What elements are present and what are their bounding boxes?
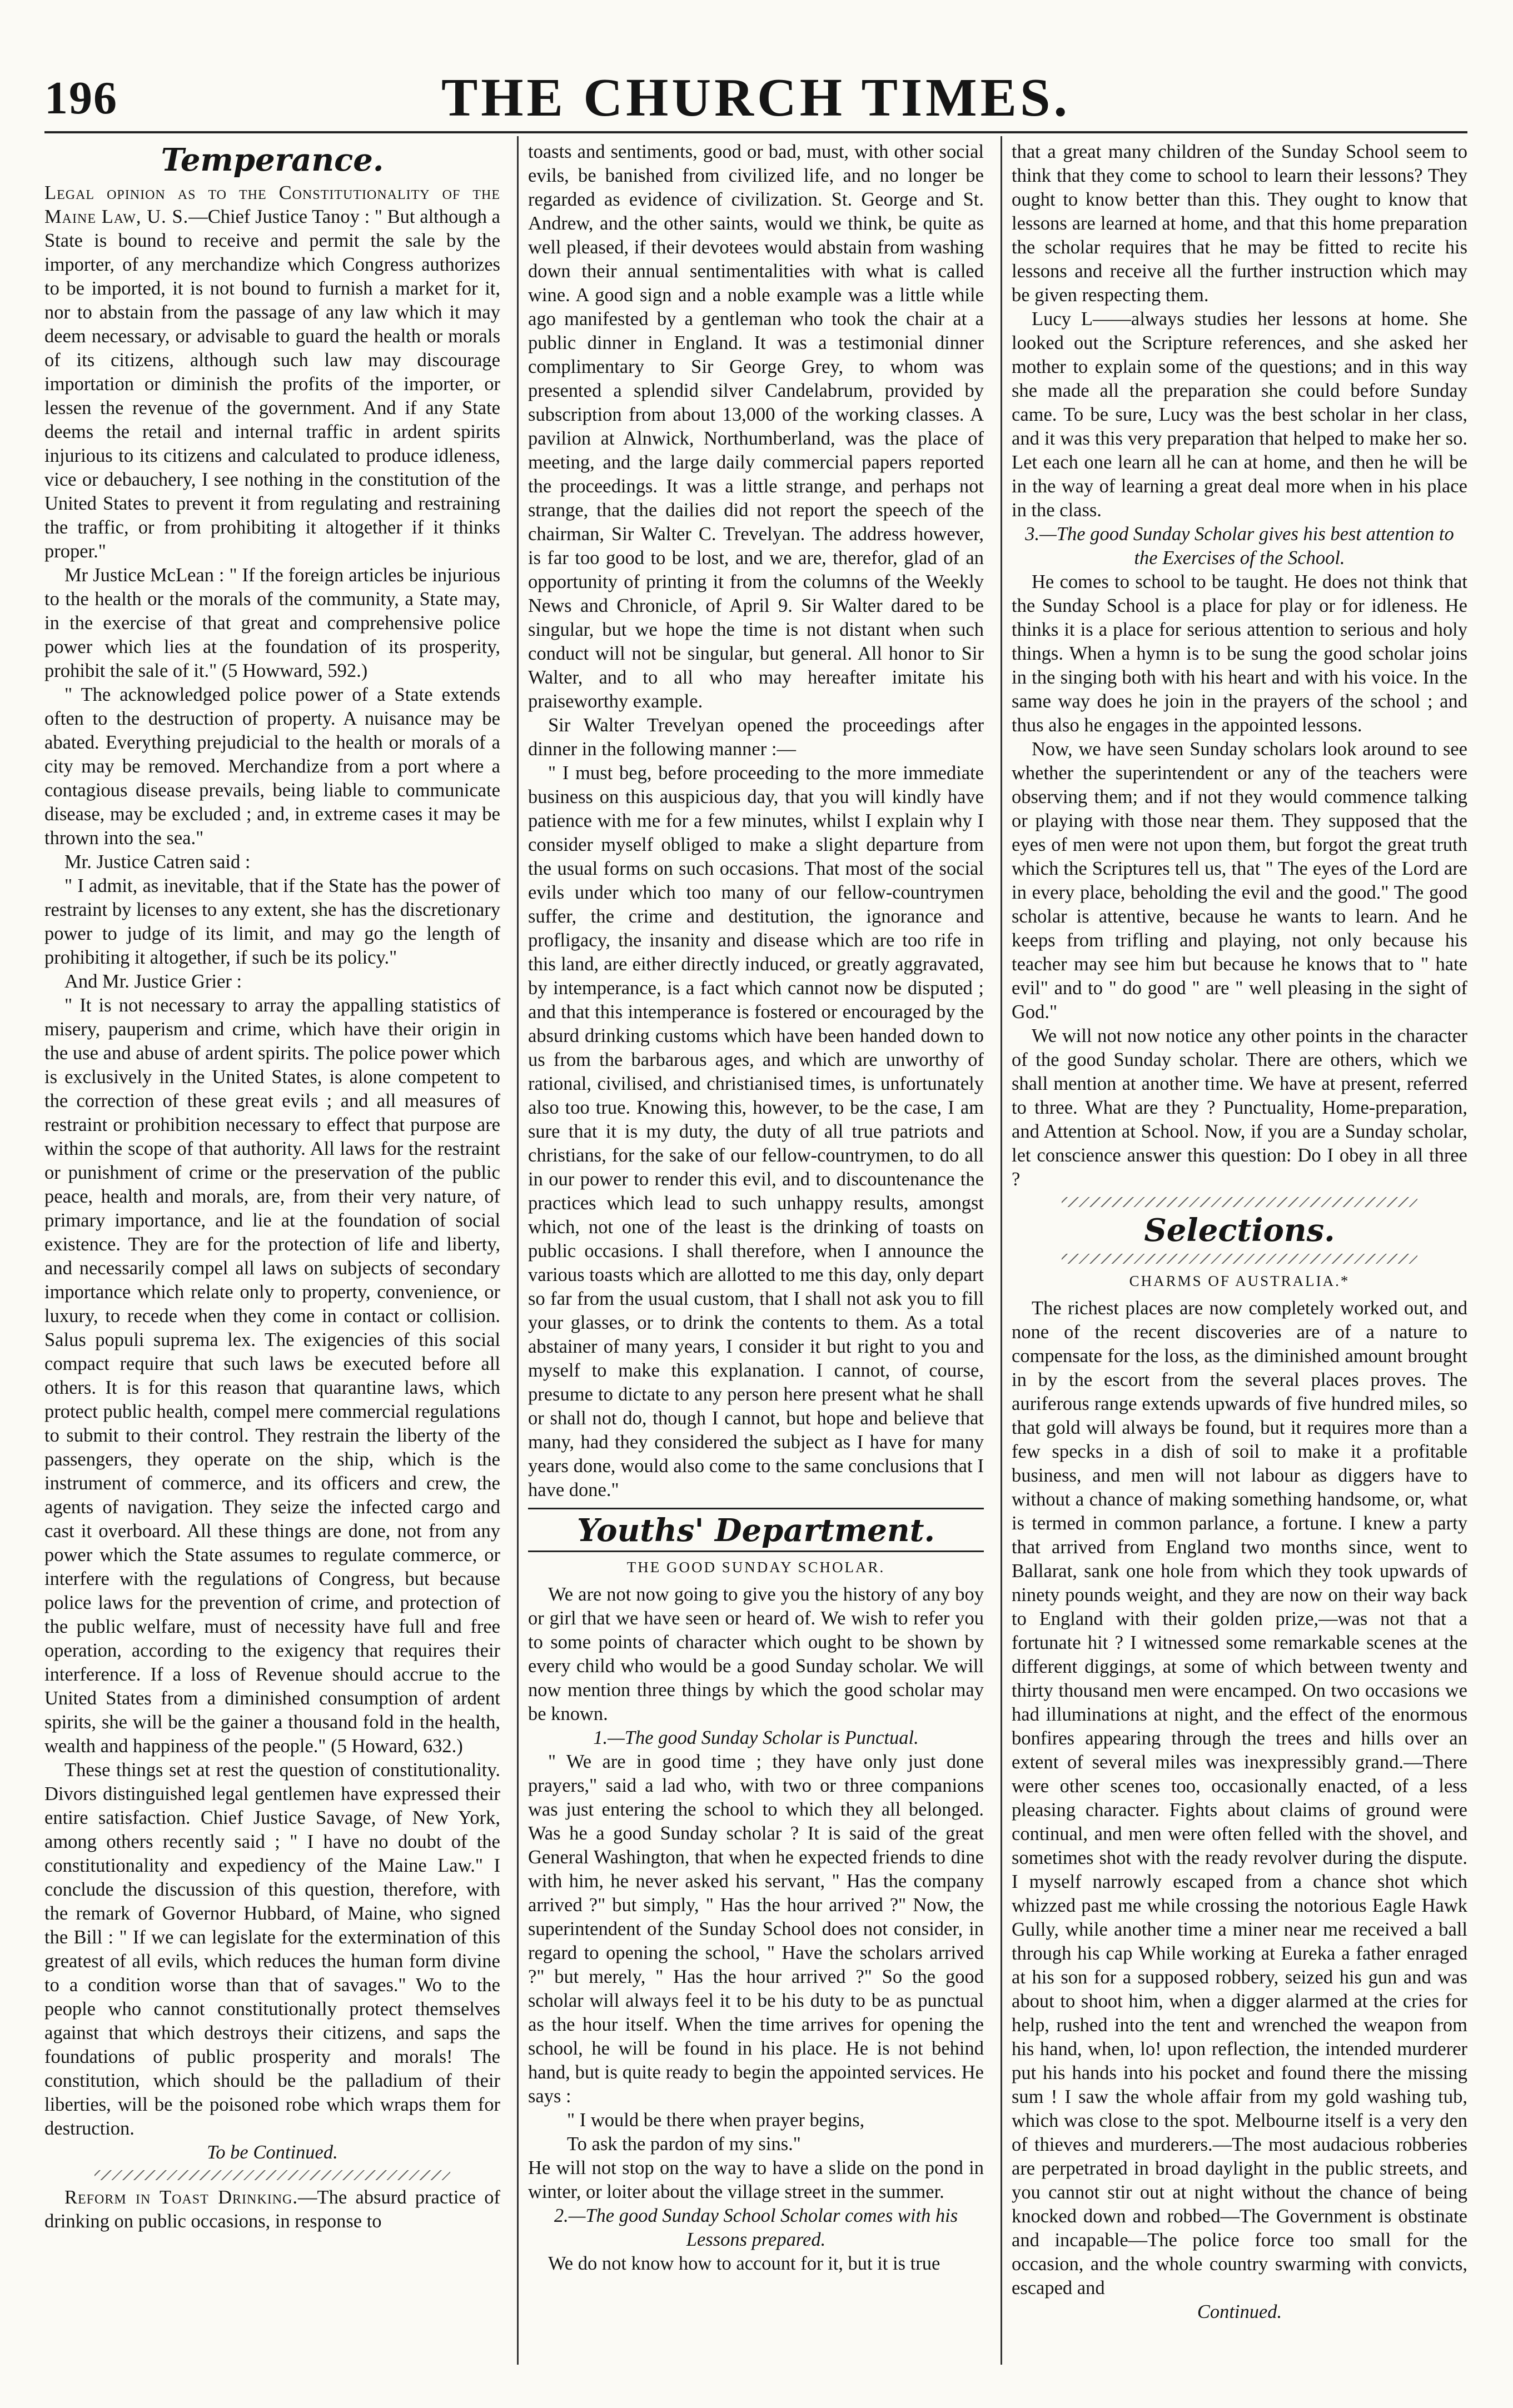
section-title-selections: Selections. — [1144, 1212, 1335, 1249]
subheading: 1.—The good Sunday Scholar is Punctual. — [593, 1727, 919, 1748]
column-2 — [528, 140, 984, 2363]
article-paragraph: We do not know how to account for it, but it is true — [548, 2253, 940, 2274]
article-paragraph: We are not now going to give you the history of any boy or girl that we have seen or heard of. We wish to refer you to some points of character which ought to be shown by every child who would be a good Sunday scholar. We will now mention three things by which the good scholar may be known. — [528, 1584, 984, 1724]
article-paragraph: " I must beg, before proceeding to the more immediate business on this auspicious day, that you will kindly have patience with me for a few minutes, whilst I explain why I consider myself obliged to make a slight departure from the usual forms on such occasions. That most of the social evils under which too many of our fellow-countrymen suffer, the crime and destitution, the ignorance and profligacy, the insanity and disease which are too rife in this land, are either directly induced, or greatly aggravated, by intemperance, is a fact which cannot now be disputed ; and that this intemperance is fostered or encouraged by the absurd drinking customs which have been handed down to us from the barbarous ages, and which are unworthy of rational, civilised, and christianised times, is unfortunately also too true. Knowing this, however, to be the case, I am sure that it is my duty, the duty of all true patriots and christians, for the sake of our fellow-countrymen, to do all in our power to render this evil, and to discountenance the practices which lead to such unhappy results, amongst which, not one of the least is the drinking of toasts on public occasions. I shall therefore, when I announce the various toasts which are allotted to me this day, only depart so far from the usual custom, that I shall not ask you to fill your glasses, or to drink the contents to them. As a total abstainer of many years, I consider it but right to you and myself to make this explanation. I cannot, of course, presume to dictate to any person here present what he shall or shall not do, though I cannot, but hope and believe that many, had they considered the subject as I have for many years done, would also come to the same conclusions that I have done." — [528, 762, 984, 1500]
article-paragraph: " The acknowledged police power of a State extends often to the destruction of property. A nuisance may be abated. Everything prejudicial to the health or morals of a city may be removed. Merchandize from a port where a contagious disease prevails, being liable to communicate disease, may be excluded ; and, in extreme cases it may be thrown into the sea." — [44, 684, 500, 849]
article-title: THE GOOD SUNDAY SCHOLAR. — [626, 1559, 885, 1576]
newspaper-title: THE CHURCH TIMES. — [441, 68, 1071, 128]
article-paragraph: The richest places are now completely worked out, and none of the recent discoveries are of a nature to compensate for the loss, as the diminished amount brought in by the escort from the several places proves. The auriferous range extends upwards of five hundred miles, so that gold will always be found, but it requires more than a few specks in a dish of soil to make it a profitable business, and men will not labour as diggers have to without a chance of making something handsome, or, what is termed in common parlance, a fortune. I knew a party that arrived from England two months since, went to Ballarat, sank one hole from which they took upwards of ninety pounds weight, and they are now on their way back to England with their golden prize,—was not that a fortunate hit ? I witnessed some remarkable scenes at the different diggings, at some of which between twenty and thirty thousand men were encamped. On two occasions we had illuminations at night, and the effect of the enormous bonfires appearing through the trees and hills over an extent of several miles was inexpressibly grand.—There were other scenes too, occasionally enacted, of a less pleasing character. Fights about claims of ground were continual, and men were often felled with the shovel, and sometimes shot with the ready revolver during the dispute. I myself narrowly escaped from a chance shot which whizzed past me while crossing the notorious Eagle Hawk Gully, while another time a miner near me received a ball through his cap While working at Eureka a father enraged at his son for a supposed robbery, seized his gun and was about to shoot him, when a digger alarmed at the cries for help, rushed into the tent and wrenched the weapon from his hand, when, lo! upon reflection, the intended murderer put his hands into his pocket and found there the missing sum ! I saw the whole affair from my gold washing tub, which was close to the spot. Melbourne itself is a very den of thieves and murderers.—The most audacious robberies are perpetrated in broad daylight in the public streets, and you cannot stir out at night without the chance of being knocked down and robbed—The Government is obstinate and incapable—The police force too small for the occasion, and the whole country swarming with convicts, escaped and — [1012, 1298, 1467, 2299]
column-divider-1 — [517, 136, 519, 2365]
page-number: 196 — [44, 72, 118, 124]
continued-note: To be Continued. — [207, 2142, 338, 2163]
article-paragraph: Reform in Toast Drinking.—The absurd practice of drinking on public occasions, in response to — [44, 2187, 500, 2232]
article-paragraph: " I admit, as inevitable, that if the State has the power of restraint by licenses to any extent, she has the discretionary power to judge of its limit, and may go the length of prohibiting it altogether, if such be its policy." — [44, 875, 500, 968]
article-paragraph: He will not stop on the way to have a slide on the pond in winter, or loiter about the village street in the summer. — [528, 2157, 984, 2202]
wavy-divider — [1062, 1254, 1417, 1264]
article-paragraph: Legal opinion as to the Constitutionality of the Maine Law, U. S.—Chief Justice Tanoy : " But although a State is bound to receive and permit the sale by the importer, of any merchandize which Congress authorizes to be imported, it is not bound to furnish a market for it, nor to abstain from the passage of any law which it may deem necessary, or advisable to guard the health or morals of its citizens, although such law may discourage importation or diminish the profits of the importer, or lessen the revenue of the government. And if any State deems the retail and internal traffic in ardent spirits injurious to its citizens and calculated to produce idleness, vice or debauchery, I see nothing in the constitution of the United States to prevent it from regulating and restraining the traffic, or from prohibiting it altogether if it thinks proper." — [44, 182, 500, 562]
article-lead: Reform in Toast Drinking. — [64, 2187, 298, 2208]
verse-line: To ask the pardon of my sins." — [567, 2133, 801, 2155]
section-title-youths-department: Youths' Department. — [528, 1508, 984, 1552]
article-paragraph: " We are in good time ; they have only just done prayers," said a lad who, with two or three companions was just entering the school to which they all belonged. Was he a good Sunday scholar ? It is said of the great General Washington, that when he expected friends to dine with him, he never asked his servant, " Has the company arrived ?" but simply, " Has the hour arrived ?" Now, the superintendent of the Sunday School does not consider, in regard to opening the school, " Have the scholars arrived ?" but merely, " Has the hour arrived ?" So the good scholar will always feel it to be his duty to be as punctual as the hour itself. When the time arrives for opening the school, he will be found in his place. He is not behind hand, but is quite ready to begin the appointed services. He says : — [528, 1751, 984, 2107]
subheading: 2.—The good Sunday School Scholar comes with his Lessons prepared. — [554, 2205, 958, 2250]
column-3 — [1012, 140, 1467, 2363]
article-paragraph: Now, we have seen Sunday scholars look around to see whether the superintendent or any of the teachers were observing them; and if not they would commence talking or playing with those near them. They supposed that the eyes of men were not upon them, but forgot the great truth which the Scriptures tell us, that " The eyes of the Lord are in every place, beholding the evil and the good." The good scholar is attentive, because he wants to learn. And he keeps from trifling and playing, not only because his teacher may see him but because he knows that to " hate evil" and to " do good " are " well pleasing in the sight of God." — [1012, 739, 1467, 1023]
section-title-temperance: Temperance. — [161, 142, 384, 178]
article-paragraph: These things set at rest the question of constitutionality. Divors distinguished legal gentlemen have expressed their entire satisfaction. Chief Justice Savage, of New York, among others recently said ; " I have no doubt of the constitutionality and expediency of the Maine Law." I conclude the discussion of this question, therefore, with the remark of Governor Hubbard, of Maine, who signed the Bill : " If we can legislate for the extermination of this greatest of all evils, which reduces the human form divine to a condition worse than that of savages." Wo to the people who cannot constitutionally protect themselves against that which destroys their citizens, and saps the foundations of public prosperity and morals! The constitution, which should be the palladium of their liberties, will be the poisoned robe which wraps them for destruction. — [44, 1759, 500, 2139]
wavy-divider — [94, 2170, 450, 2180]
article-paragraph: that a great many children of the Sunday School seem to think that they come to school to learn their lessons? They ought to know better than this. They ought to know that lessons are learned at home, and that this home preparation the scholar requires that he may be fitted to recite his lessons and receive all the further instruction which may be given respecting them. — [1012, 141, 1467, 306]
verse-line: " I would be there when prayer begins, — [567, 2110, 865, 2131]
masthead — [44, 67, 1467, 133]
column-divider-2 — [1001, 136, 1002, 2365]
subheading: 3.—The good Sunday Scholar gives his best attention to the Exercises of the School. — [1025, 524, 1454, 569]
header-rule — [44, 131, 1467, 133]
article-paragraph: Lucy L——always studies her lessons at home. She looked out the Scripture references, and she asked her mother to explain some of the questions; and in this way she made all the preparation she could before Sunday came. To be sure, Lucy was the best scholar in her class, and it was this very preparation that helped to make her so. Let each one learn all he can at home, and then he will be in the way of learning a great deal more when in his place in the class. — [1012, 308, 1467, 521]
article-title: CHARMS OF AUSTRALIA.* — [1129, 1273, 1350, 1289]
article-paragraph: And Mr. Justice Grier : — [64, 971, 242, 992]
article-paragraph: Sir Walter Trevelyan opened the proceedings after dinner in the following manner :— — [528, 715, 984, 760]
article-paragraph: He comes to school to be taught. He does not think that the Sunday School is a place for play or for idleness. He thinks it is a place for serious attention to serious and holy things. When a hymn is to be sung the good scholar joins in the singing both with his heart and with his voice. In the same way does he join in the prayers of the school ; and thus also he engages in the appointed lessons. — [1012, 571, 1467, 736]
column-1 — [44, 140, 500, 2363]
wavy-divider — [1062, 1197, 1417, 1207]
article-lead: Legal opinion as to the Constitutionality of the Maine Law, U. S. — [44, 182, 500, 227]
article-paragraph: toasts and sentiments, good or bad, must, with other social evils, be banished from civilized life, and no longer be regarded as evidence of civilization. St. George and St. Andrew, and the other saints, would we think, be quite as well pleased, if their devotees would abstain from washing down their annual sentimentalities with what is called wine. A good sign and a noble example was a little while ago manifested by a gentleman who took the chair at a public dinner in England. It was a testimonial dinner complimentary to Sir George Grey, to whom was presented a splendid silver Candelabrum, provided by subscription from about 13,000 of the working classes. A pavilion at Alnwick, Northumberland, was the place of meeting, and the large daily commercial papers reported the proceedings. It was a little strange, and perhaps not strange, that the dailies did not report the speech of the chairman, Sir Walter C. Trevelyan. The address however, is far too good to be lost, and we are, therefor, glad of an opportunity of printing it from the columns of the Weekly News and Chronicle, of April 9. Sir Walter dared to be singular, but we hope the time is not distant when such conduct will not be singular, but general. All honor to Sir Walter, and to all who may hereafter imitate his praiseworthy example. — [528, 141, 984, 712]
article-paragraph: We will not now notice any other points in the character of the good Sunday scholar. There are others, which we shall mention at another time. We have at present, referred to three. What are they ? Punctuality, Home-preparation, and Attention at School. Now, if you are a Sunday scholar, let conscience answer this question: Do I obey in all three ? — [1012, 1025, 1467, 1190]
article-paragraph: " It is not necessary to array the appalling statistics of misery, pauperism and crime, which have their origin in the use and abuse of ardent spirits. The police power which is exclusively in the United States, is alone competent to the correction of these great evils ; and all measures of restraint or prohibition necessary to effect that purpose are within the scope of that authority. All laws for the restraint or punishment of crime or the preservation of the public peace, health and morals, are, from their very nature, of primary importance, and lie at the foundation of social existence. They are for the protection of life and liberty, and necessarily compel all laws on subjects of secondary importance which relate only to property, convenience, or luxury, to recede when they come in contact or collision. Salus populi suprema lex. The exigencies of this social compact require that such laws be executed before all others. It is for this reason that quarantine laws, which protect public health, compel mere commercial regulations to submit to their control. They restrain the liberty of the passengers, they operate on the ship, which is the instrument of commerce, and its officers and crew, the agents of navigation. They seize the infected cargo and cast it overboard. All these things are done, not from any power which the State assumes to regulate commerce, or interfere with the regulations of Congress, but because police laws for the prevention of crime, and protection of the public welfare, must of necessity have full and free operation, according to the exigency that requires their interference. If a loss of Revenue should accrue to the United States from a diminished consumption of ardent spirits, she will be the gainer a thousand fold in the health, wealth and happiness of the people." (5 Howard, 632.) — [44, 995, 500, 1757]
continued-note: Continued. — [1197, 2301, 1282, 2322]
article-paragraph: Mr. Justice Catren said : — [64, 851, 251, 873]
article-paragraph: Mr Justice McLean : " If the foreign articles be injurious to the health or the morals of the community, a State may, in the exercise of that great and comprehensive police power which lies at the foundation of its prosperity, prohibit the sale of it." (5 Howward, 592.) — [44, 565, 500, 681]
